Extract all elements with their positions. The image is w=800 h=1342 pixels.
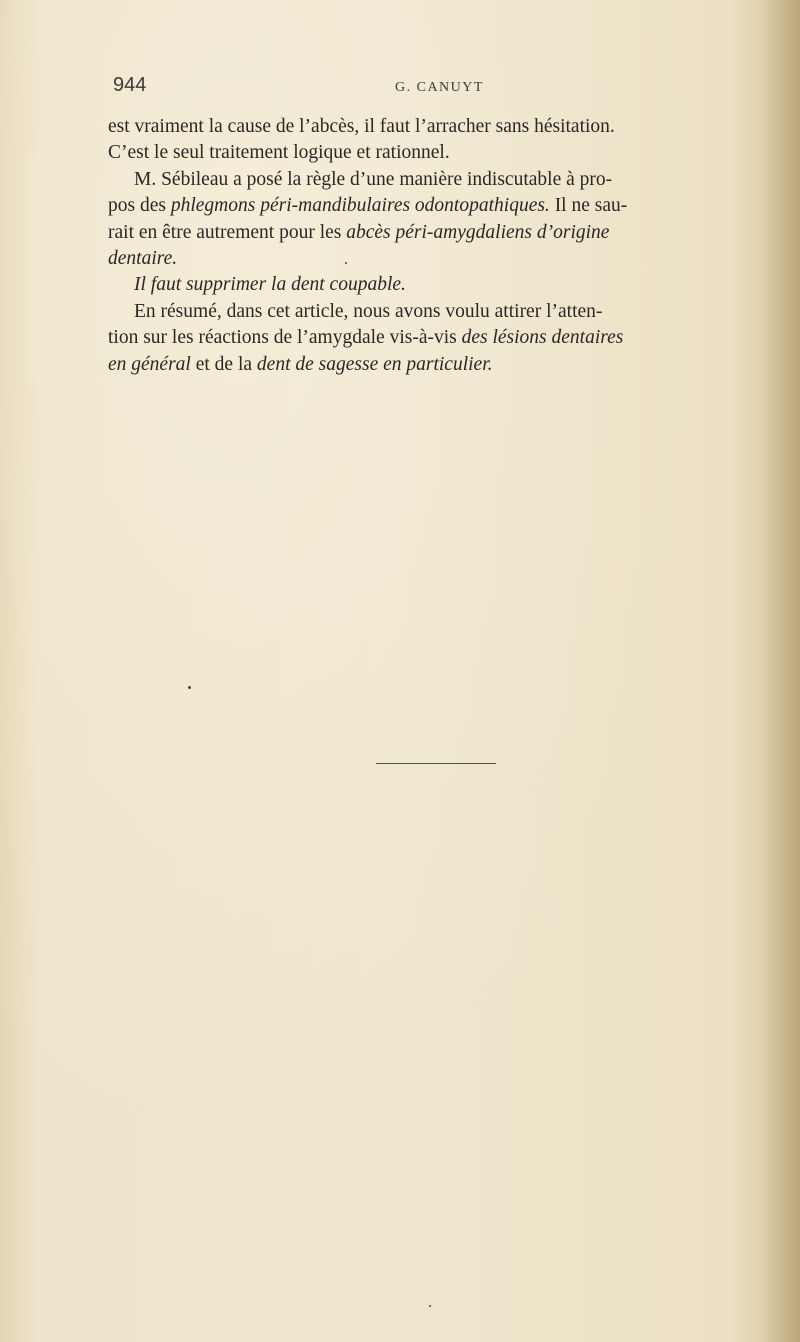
text-line — [108, 220, 764, 246]
italic-run: des lésions dentaires — [461, 327, 624, 349]
text-run: Il ne sau- — [549, 195, 628, 217]
text-line — [108, 272, 764, 298]
text-line — [108, 193, 764, 219]
text-line: est vraiment la cause de l’abcès, il faut l’arracher sans hésitation. — [108, 116, 615, 137]
body-text — [108, 114, 764, 378]
text-line — [108, 325, 764, 351]
text-line: M. Sébileau a posé la règle d’une manière indiscutable à pro- — [134, 168, 613, 190]
paragraph-1 — [108, 114, 764, 167]
page-number: 944 — [113, 74, 147, 96]
page-header — [113, 74, 753, 98]
italic-run: d’origine — [531, 221, 610, 243]
page-edge-shadow — [760, 0, 800, 1342]
text-run: tion sur les réactions de l’amygdale vis-à-vis — [108, 327, 462, 349]
paper-speck — [429, 1305, 431, 1307]
italic-run: phlegmons péri-mandibulaires odontopathiques. — [170, 195, 550, 217]
end-rule — [376, 763, 496, 764]
running-head: G. CANUYT — [395, 80, 484, 95]
italic-run: en général — [108, 353, 191, 375]
text-line: C’est le seul traitement logique et rationnel. — [108, 142, 450, 164]
paragraph-3 — [108, 272, 764, 298]
paragraph-2 — [108, 167, 764, 273]
text-line — [108, 352, 764, 378]
paper-speck — [345, 262, 347, 264]
text-line: En résumé, dans cet article, nous avons voulu attirer l’atten- — [134, 300, 603, 322]
text-run: et de la — [190, 353, 257, 375]
italic-run: Il faut supprimer la dent coupable. — [134, 274, 406, 296]
paragraph-4 — [108, 299, 764, 378]
paper-speck — [188, 686, 191, 689]
text-line — [108, 246, 764, 272]
text-run: rait en être autrement pour les — [108, 221, 347, 243]
italic-run: abcès péri-amygdaliens — [346, 221, 532, 243]
italic-run: dent de sagesse en particulier. — [256, 353, 493, 375]
text-run: pos des — [108, 195, 171, 217]
italic-run: dentaire. — [108, 248, 178, 270]
